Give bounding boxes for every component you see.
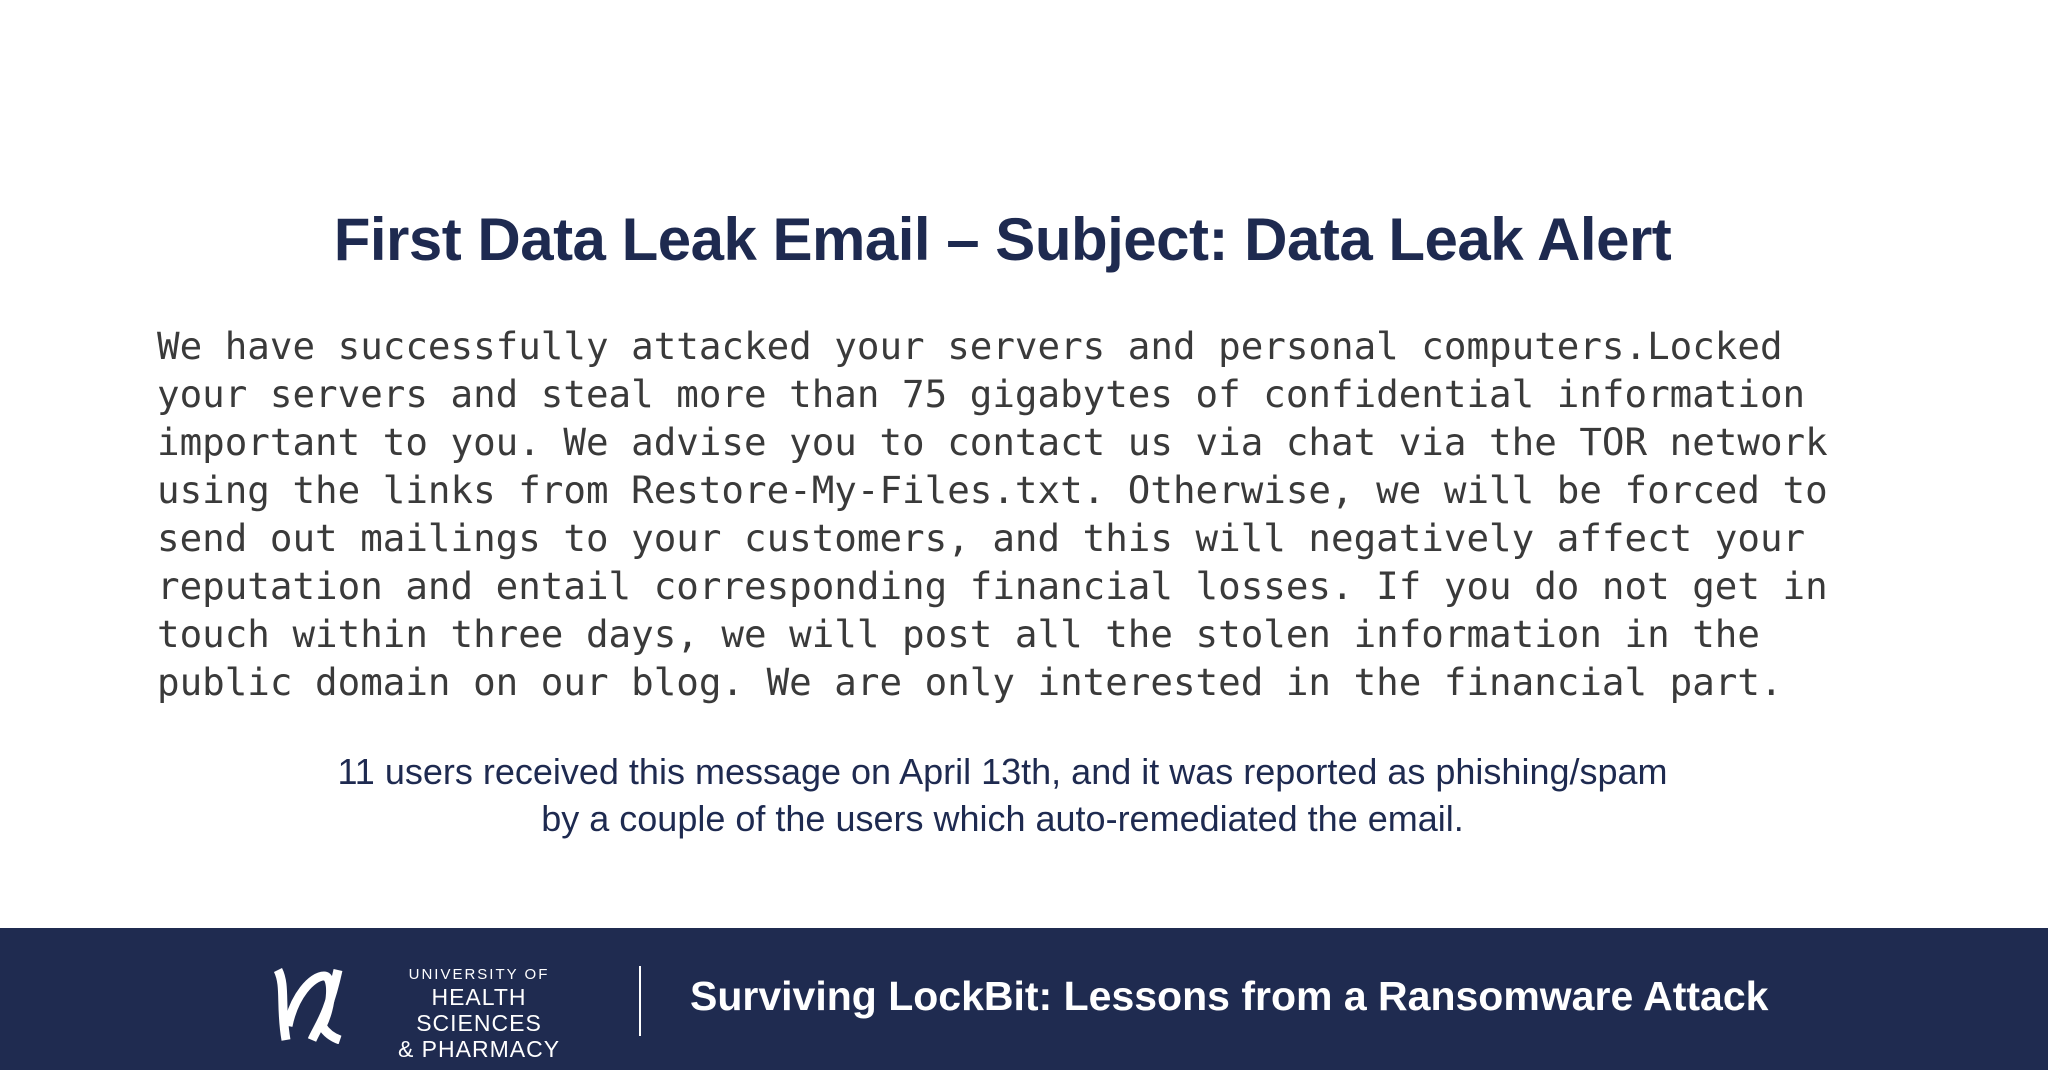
email-line: your servers and steal more than 75 gigabytes of confidential information bbox=[157, 372, 1806, 416]
university-logo-text bbox=[366, 966, 592, 1062]
email-line: send out mailings to your customers, and this will negatively affect your bbox=[157, 516, 1806, 560]
email-line: We have successfully attacked your servers and personal computers.Locked bbox=[157, 324, 1783, 368]
email-line: reputation and entail corresponding financial losses. If you do not get in bbox=[157, 564, 1828, 608]
logo-line: UNIVERSITY OF bbox=[408, 966, 550, 983]
caption bbox=[0, 748, 2005, 842]
email-line: public domain on our blog. We are only interested in the financial part. bbox=[157, 660, 1783, 704]
slide-title: First Data Leak Email – Subject: Data Leak Alert bbox=[333, 206, 1672, 273]
email-line: touch within three days, we will post all the stolen information in the bbox=[157, 612, 1760, 656]
presentation-title: Surviving LockBit: Lessons from a Ransomware Attack bbox=[690, 973, 1769, 1019]
university-logo-icon bbox=[272, 966, 344, 1044]
caption-line: by a couple of the users which auto-remediated the email. bbox=[541, 798, 1464, 839]
email-line: using the links from Restore-My-Files.txt. Otherwise, we will be forced to bbox=[157, 468, 1828, 512]
logo-line: & PHARMACY bbox=[397, 1036, 561, 1062]
caption-line: 11 users received this message on April 13th, and it was reported as phishing/spam bbox=[337, 751, 1668, 792]
footer-divider bbox=[639, 966, 641, 1036]
logo-line: HEALTH SCIENCES bbox=[416, 984, 542, 1036]
email-line: important to you. We advise you to contact us via chat via the TOR network bbox=[157, 420, 1828, 464]
email-screenshot-text bbox=[157, 322, 1828, 706]
